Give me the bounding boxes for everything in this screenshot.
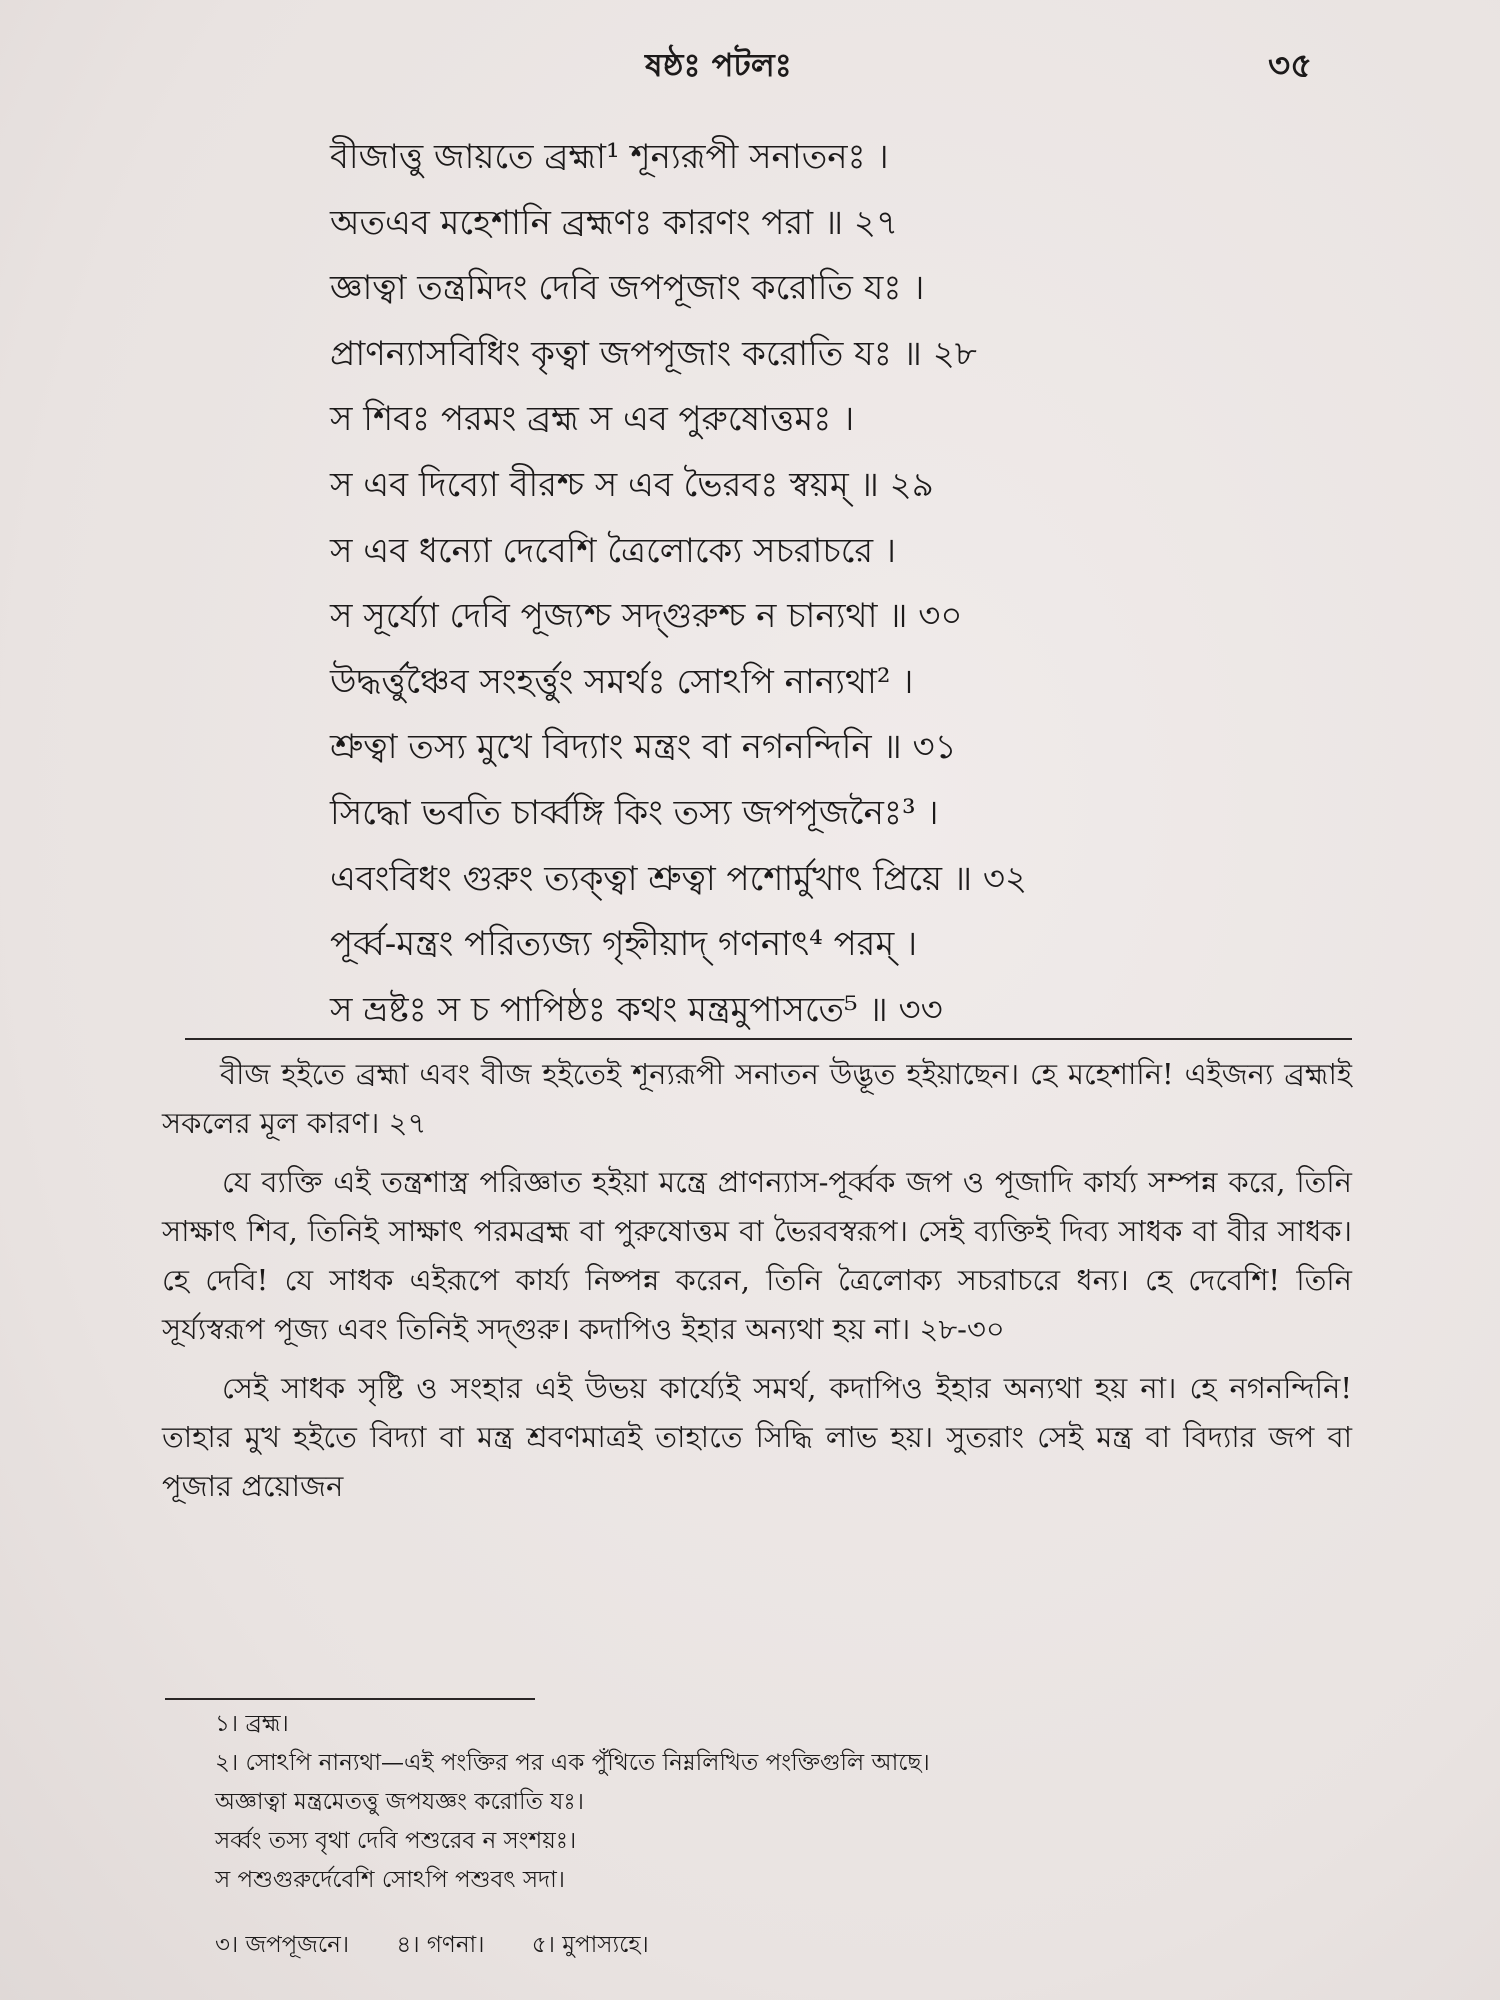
verse-line: স এব দিব্যো বীরশ্চ স এব ভৈরবঃ স্বয়ম্ ॥ ২৯ [330,464,934,505]
page-number: ৩৫ [1268,46,1313,86]
verse-line: স শিবঃ পরমং ব্রহ্ম স এব পুরুষোত্তমঃ । [330,399,855,440]
verse-line: স সূর্য্যো দেবি পূজ্যশ্চ সদ্গুরুশ্চ ন চান্যথা ॥ ৩০ [330,596,963,637]
verse-line: পূর্ব্ব-মন্ত্রং পরিত্যজ্য গৃহ্নীয়াদ্ গণনাৎ⁴ পরম্ । [330,924,918,965]
verse-line: প্রাণন্যাসবিধিং কৃত্বা জপপূজাং করোতি যঃ ॥ ২৮ [330,333,977,374]
footnotes [215,1705,1345,1965]
verse-line: অতএব মহেশানি ব্রহ্মণঃ কারণং পরা ॥ ২৭ [330,202,899,243]
verse-line: স এব ধন্যো দেবেশি ত্রৈলোক্যে সচরাচরে । [330,530,897,571]
translation-paragraph: সেই সাধক সৃষ্টি ও সংহার এই উভয় কার্য্যেই সমর্থ, কদাপিও ইহার অন্যথা হয় না। হে নগনন্দিনি! তাহার মুখ হইতে বিদ্যা বা মন্ত্র শ্রবণমাত্রই তাহাতে সিদ্ধি লাভ হয়। সুতরাং সেই মন্ত্র বা বিদ্যার জপ বা পূজার প্রয়োজন [162,1371,1352,1503]
sanskrit-verses [330,125,1230,1043]
verse-line: শ্রুত্বা তস্য মুখে বিদ্যাং মন্ত্রং বা নগনন্দিনি ॥ ৩১ [330,727,957,768]
footnote-row-3-5 [215,1926,1345,1965]
footnote-2: ২। সোঽপি নান্যথা—এই পংক্তির পর এক পুঁথিতে নিম্নলিখিত পংক্তিগুলি আছে। [215,1750,930,1776]
footnote-3: ৩। জপপূজনে। [215,1932,350,1958]
verse-line: এবংবিধং গুরুং ত্যক্ত্বা শ্রুত্বা পশোর্মুখাৎ প্রিয়ে ॥ ৩২ [330,858,1028,899]
footnote-2-line: সর্ব্বং তস্য বৃথা দেবি পশুরেব ন সংশয়ঃ। [215,1828,577,1854]
verse-line: স ভ্রষ্টঃ স চ পাপিষ্ঠঃ কথং মন্ত্রমুপাসতে⁵ ॥ ৩৩ [330,989,943,1030]
footnote-5: ৫। মুপাস্যহে। [531,1932,649,1958]
verse-divider-rule [185,1038,1352,1040]
verse-line: বীজাত্তু জায়তে ব্রহ্মা¹ শূন্যরূপী সনাতনঃ । [330,137,889,177]
footnote-2-line: স পশুগুরুর্দেবেশি সোঽপি পশুবৎ সদা। [215,1867,566,1893]
translation-paragraph: যে ব্যক্তি এই তন্ত্রশাস্ত্র পরিজ্ঞাত হইয়া মন্ত্রে প্রাণন্যাস-পূর্ব্বক জপ ও পূজাদি কার্য্য সম্পন্ন করে, তিনি সাক্ষাৎ শিব, তিনিই সাক্ষাৎ পরমব্রহ্ম বা পুরুষোত্তম বা ভৈরবস্বরূপ। সেই ব্যক্তিই দিব্য সাধক বা বীর সাধক। হে দেবি! যে সাধক এইরূপে কার্য্য নিষ্পন্ন করেন, তিনি ত্রৈলোক্য সচরাচরে ধন্য। হে দেবেশি! তিনি সূর্য্যস্বরূপ পূজ্য এবং তিনিই সদ্গুরু। কদাপিও ইহার অন্যথা হয় না। ২৮-৩০ [162,1165,1352,1346]
footnote-1: ১। ব্রহ্ম। [215,1711,289,1737]
bengali-translation [162,1050,1352,1521]
chapter-title: ষষ্ঠঃ পটলঃ [645,46,792,84]
translation-paragraph: বীজ হইতে ব্রহ্মা এবং বীজ হইতেই শূন্যরূপী সনাতন উদ্ভূত হইয়াছেন। হে মহেশানি! এইজন্য ব্রহ্মাই সকলের মূল কারণ। ২৭ [162,1057,1352,1140]
footnote-divider-rule [165,1698,535,1700]
verse-line: উদ্ধর্ত্তুঞ্চৈব সংহর্ত্তুং সমর্থঃ সোঽপি নান্যথা² । [330,661,914,702]
footnote-4: ৪। গণনা। [396,1932,485,1958]
verse-line: জ্ঞাত্বা তন্ত্রমিদং দেবি জপপূজাং করোতি যঃ । [330,268,925,309]
verse-line: সিদ্ধো ভবতি চার্ব্বঙ্গি কিং তস্য জপপূজনৈঃ³ । [330,792,939,833]
page-header [0,40,1500,100]
footnote-2-line: অজ্ঞাত্বা মন্ত্রমেতত্তু জপযজ্ঞং করোতি যঃ। [215,1789,584,1815]
